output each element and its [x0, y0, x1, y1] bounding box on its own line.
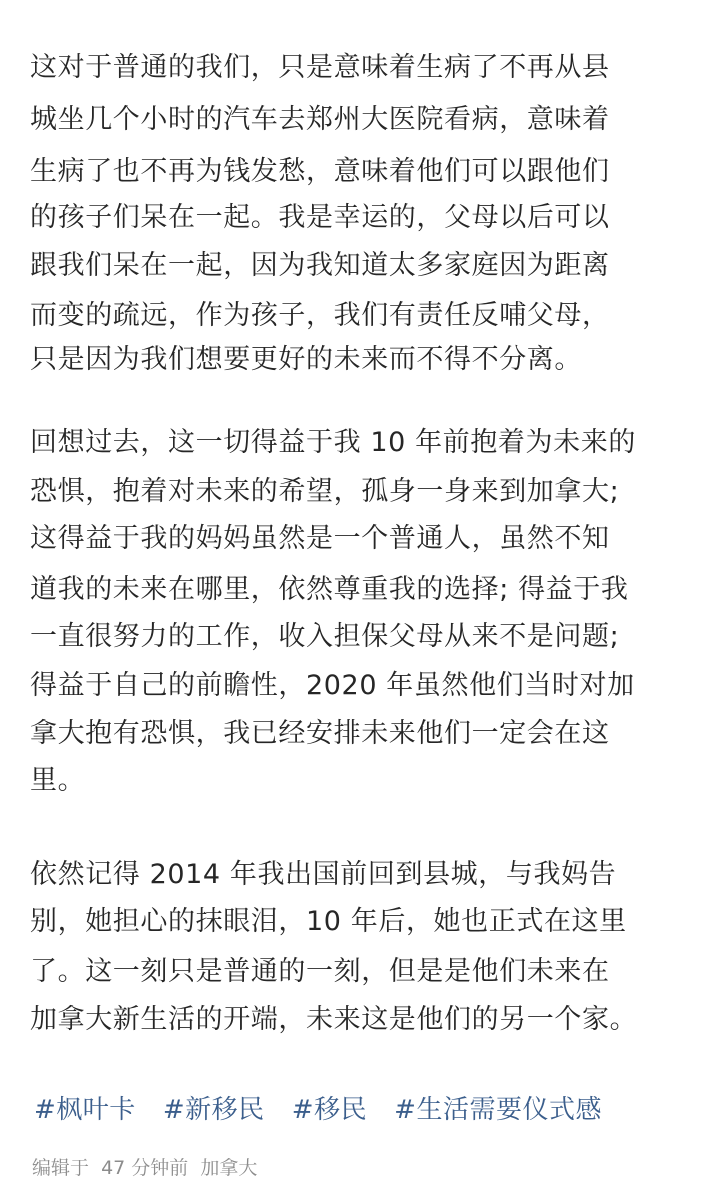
text-line: 恐惧，抱着对未来的希望，孤身一身来到加拿大;	[30, 476, 620, 507]
hashtag-maple-leaf-card[interactable]: #枫叶卡	[34, 1095, 136, 1125]
text-line: 道我的未来在哪里，依然尊重我的选择; 得益于我	[30, 574, 629, 605]
hashtag-life-ritual[interactable]: #生活需要仪式感	[394, 1095, 602, 1125]
edit-time: 47 分钟前	[101, 1157, 189, 1179]
hashtag-immigration[interactable]: #移民	[291, 1095, 368, 1125]
text-line: 得益于自己的前瞻性，2020 年虽然他们当时对加	[30, 670, 635, 701]
hashtag-new-immigrant[interactable]: #新移民	[162, 1095, 265, 1125]
text-line: 加拿大新生活的开端，未来这是他们的另一个家。	[30, 1004, 638, 1035]
text-line: 这对于普通的我们，只是意味着生病了不再从县	[30, 52, 610, 83]
text-line: 一直很努力的工作，收入担保父母从来不是问题;	[30, 621, 620, 652]
post-location: 加拿大	[200, 1157, 258, 1179]
text-line: 这得益于我的妈妈虽然是一个普通人，虽然不知	[30, 523, 610, 554]
text-line: 里。	[30, 765, 86, 796]
text-line: 别，她担心的抹眼泪，10 年后，她也正式在这里	[30, 906, 627, 937]
edited-label: 编辑于	[32, 1157, 90, 1179]
text-line: 回想过去，这一切得益于我 10 年前抱着为未来的	[30, 427, 636, 458]
text-line: 跟我们呆在一起，因为我知道太多家庭因为距离	[30, 250, 610, 281]
text-line: 生病了也不再为钱发愁，意味着他们可以跟他们	[30, 156, 610, 187]
text-line: 而变的疏远，作为孩子，我们有责任反哺父母，	[30, 300, 610, 331]
text-line: 的孩子们呆在一起。我是幸运的，父母以后可以	[30, 202, 610, 233]
text-line: 只是因为我们想要更好的未来而不得不分离。	[30, 344, 582, 375]
text-line: 拿大抱有恐惧，我已经安排未来他们一定会在这	[30, 718, 610, 749]
text-line: 依然记得 2014 年我出国前回到县城，与我妈告	[30, 859, 617, 890]
text-line: 城坐几个小时的汽车去郑州大医院看病，意味着	[30, 104, 610, 135]
post-meta	[32, 1152, 263, 1184]
text-line: 了。这一刻只是普通的一刻，但是是他们未来在	[30, 956, 610, 987]
hashtag-list	[34, 1088, 624, 1132]
